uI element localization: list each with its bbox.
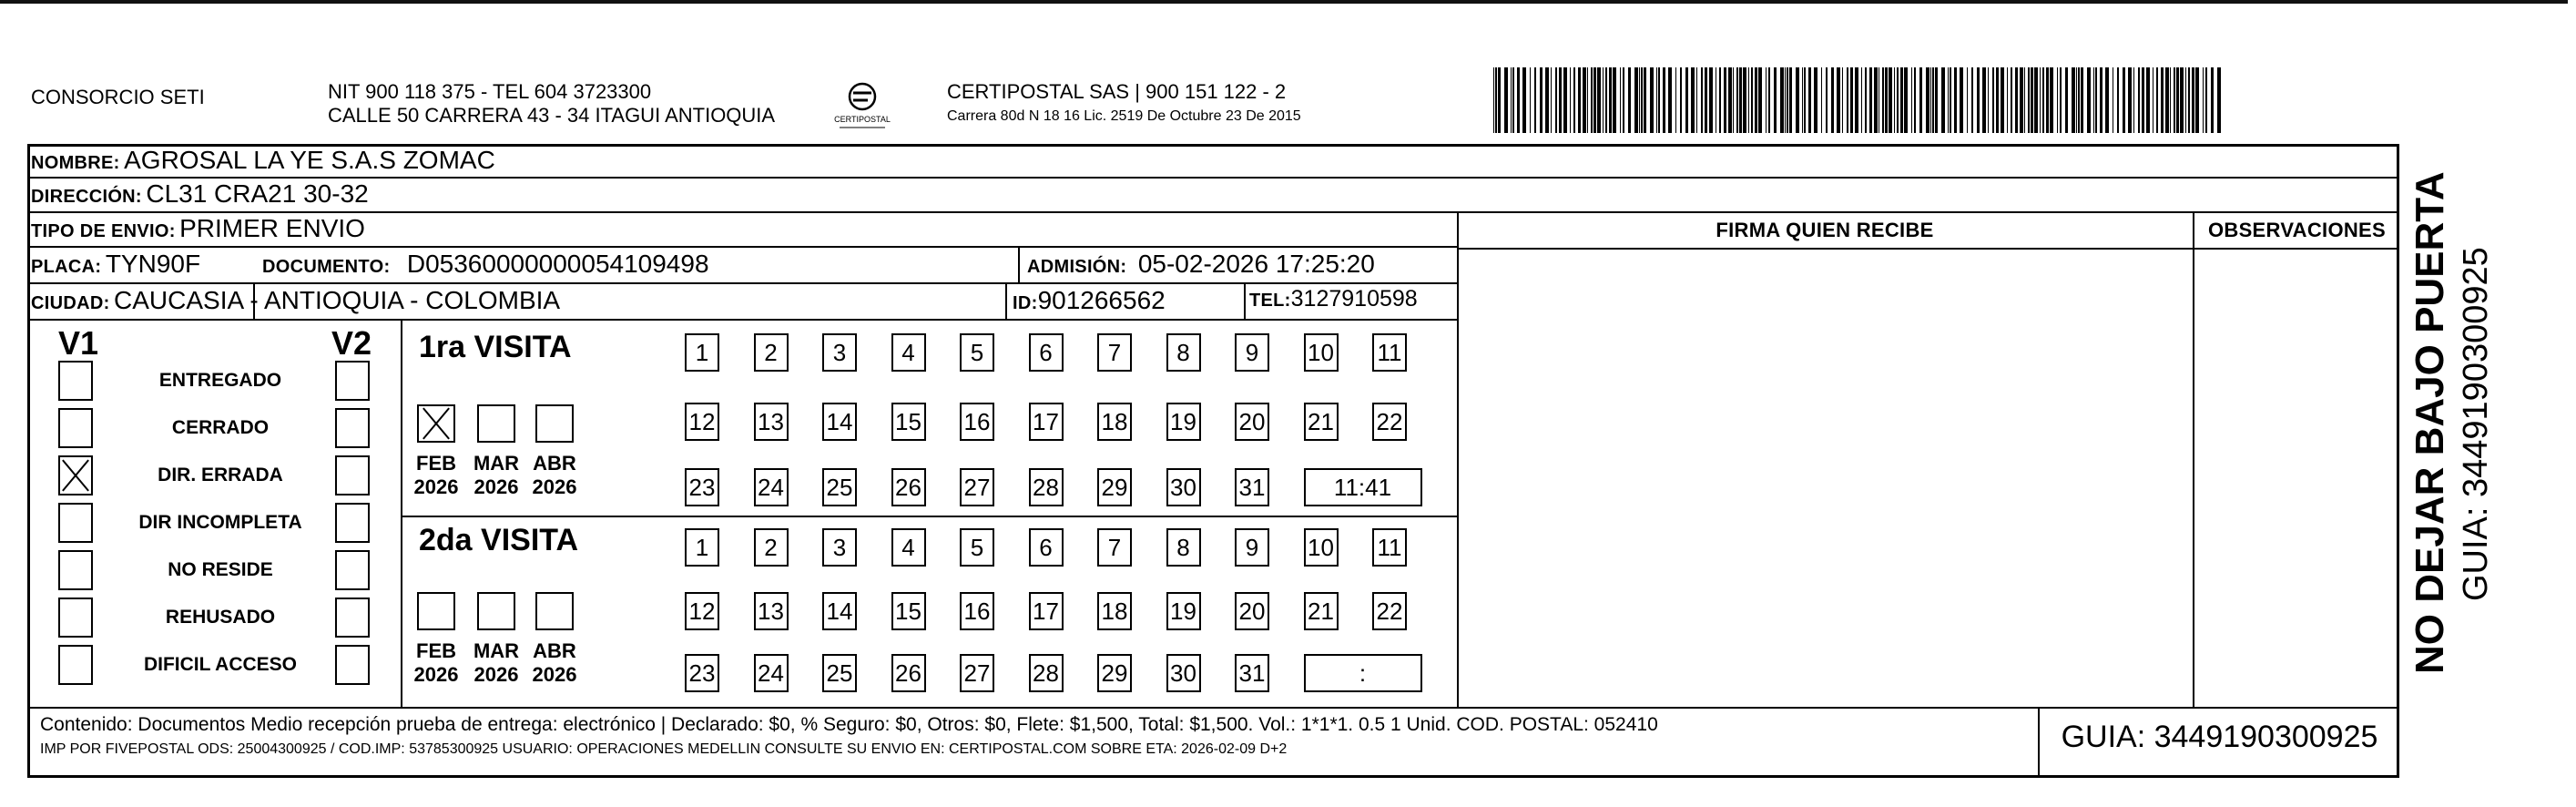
day-box[interactable]: 27 [960,654,994,692]
logo-text: CERTIPOSTAL [834,115,891,124]
day-box[interactable]: 11 [1372,528,1407,567]
day-box[interactable]: 9 [1235,333,1269,372]
footer-guia: GUIA: 3449190300925 [2061,720,2378,754]
v2-checkbox[interactable] [335,645,370,685]
day-box[interactable]: 27 [960,468,994,506]
placa-row [31,250,200,279]
time-box[interactable]: : [1304,654,1422,692]
day-box[interactable]: 13 [754,592,789,630]
nombre-row [31,146,495,175]
day-box[interactable]: 8 [1166,528,1201,567]
month-name: MAR [473,639,520,662]
v1-checkbox[interactable] [58,361,93,401]
month-name: MAR [473,452,520,475]
day-box[interactable]: 16 [960,592,994,630]
day-box[interactable]: 15 [891,592,926,630]
v2-checkbox[interactable] [335,503,370,543]
certipostal-logo [830,80,894,131]
month-name: ABR [533,452,576,475]
month-name: ABR [533,639,576,662]
v1-checkbox[interactable] [58,598,93,638]
observaciones-area[interactable] [2194,250,2398,705]
status-label: NO RESIDE [168,559,273,580]
month-label [404,452,468,499]
day-box[interactable]: 17 [1029,592,1064,630]
day-box[interactable]: 25 [822,654,857,692]
nombre-label: NOMBRE: [31,153,120,173]
direccion-value: CL31 CRA21 30-32 [146,179,369,208]
id-value: 901266562 [1037,286,1166,314]
day-box[interactable]: 2 [754,528,789,567]
month-year: 2026 [532,475,577,498]
v1-checkbox[interactable] [58,455,93,495]
time-box[interactable]: 11:41 [1304,468,1422,506]
month-checkbox[interactable] [477,592,515,630]
day-box[interactable]: 6 [1029,528,1064,567]
v2-label: V2 [331,324,372,362]
day-box[interactable]: 12 [685,592,719,630]
day-box[interactable]: 5 [960,528,994,567]
day-box[interactable]: 13 [754,403,789,441]
day-box[interactable]: 30 [1166,468,1201,506]
status-label: ENTREGADO [158,370,282,391]
day-box[interactable]: 2 [754,333,789,372]
admision-field [1027,250,1375,279]
status-label: DIR INCOMPLETA [138,512,302,533]
day-box[interactable]: 22 [1372,592,1407,630]
v2-checkbox[interactable] [335,408,370,448]
second-visit-title: 2da VISITA [419,523,579,557]
tel-label: TEL: [1249,291,1291,311]
month-name: FEB [416,452,456,475]
nit-line-2: CALLE 50 CARRERA 43 - 34 ITAGUI ANTIOQUIA [328,104,776,127]
month-checkbox[interactable] [535,404,574,443]
day-box[interactable]: 1 [685,333,719,372]
month-label [464,639,528,687]
status-label: CERRADO [171,417,270,438]
observaciones-header: OBSERVACIONES [2207,219,2386,241]
day-box[interactable]: 6 [1029,333,1064,372]
day-box[interactable]: 4 [891,333,926,372]
signature-area[interactable] [1459,250,2191,705]
month-checkbox[interactable] [477,404,515,443]
day-box[interactable]: 9 [1235,528,1269,567]
ciudad-label: CIUDAD: [31,293,110,313]
nombre-value: AGROSAL LA YE S.A.S ZOMAC [124,146,495,174]
tipo-label: TIPO DE ENVIO: [31,221,176,241]
day-box[interactable]: 14 [822,403,857,441]
barcode [1493,67,2222,133]
month-year: 2026 [532,663,577,686]
v2-checkbox[interactable] [335,550,370,590]
direccion-label: DIRECCIÓN: [31,187,142,207]
tipo-value: PRIMER ENVIO [179,214,365,242]
day-box[interactable]: 4 [891,528,926,567]
top-border [0,0,2568,4]
status-label: DIFICIL ACCESO [143,654,297,675]
day-box[interactable]: 10 [1304,333,1339,372]
day-box[interactable]: 19 [1166,592,1201,630]
day-box[interactable]: 28 [1029,654,1064,692]
v2-checkbox[interactable] [335,361,370,401]
day-box[interactable]: 21 [1304,592,1339,630]
admision-value: 05-02-2026 17:25:20 [1137,250,1375,278]
day-box[interactable]: 14 [822,592,857,630]
month-label [523,452,586,499]
side-guia: GUIA: 3449190300925 [2457,247,2495,601]
day-box[interactable]: 31 [1235,468,1269,506]
month-label [404,639,468,687]
day-box[interactable]: 10 [1304,528,1339,567]
month-name: FEB [416,639,456,662]
ciudad-value: CAUCASIA - ANTIOQUIA - COLOMBIA [114,286,561,314]
day-box[interactable]: 1 [685,528,719,567]
v1-checkbox[interactable] [58,503,93,543]
v2-checkbox[interactable] [335,455,370,495]
documento-label: DOCUMENTO: [262,257,391,277]
day-box[interactable]: 29 [1097,654,1132,692]
id-label: ID: [1013,293,1038,313]
day-box[interactable]: 16 [960,403,994,441]
id-field [1013,286,1166,315]
day-box[interactable]: 23 [685,468,719,506]
tel-field [1249,286,1418,312]
month-year: 2026 [413,663,459,686]
day-box[interactable]: 11 [1372,333,1407,372]
day-box[interactable]: 15 [891,403,926,441]
certipostal-line-1: CERTIPOSTAL SAS | 900 151 122 - 2 [947,80,1287,103]
month-year: 2026 [413,475,459,498]
v1-checkbox[interactable] [58,550,93,590]
month-year: 2026 [473,663,519,686]
day-box[interactable]: 24 [754,468,789,506]
day-box[interactable]: 28 [1029,468,1064,506]
day-box[interactable]: 31 [1235,654,1269,692]
day-box[interactable]: 17 [1029,403,1064,441]
month-label [464,452,528,499]
day-box[interactable]: 7 [1097,528,1132,567]
day-box[interactable]: 29 [1097,468,1132,506]
direccion-row [31,179,369,209]
day-box[interactable]: 20 [1235,592,1269,630]
month-label [523,639,586,687]
day-box[interactable]: 8 [1166,333,1201,372]
tipo-row [31,214,365,243]
day-box[interactable]: 5 [960,333,994,372]
day-box[interactable]: 3 [822,333,857,372]
day-box[interactable]: 21 [1304,403,1339,441]
day-box[interactable]: 12 [685,403,719,441]
documento-value: D05360000000054109498 [406,250,709,278]
month-year: 2026 [473,475,519,498]
company-name: CONSORCIO SETI [31,86,205,108]
no-dejar-warning: NO DEJAR BAJO PUERTA [2408,171,2452,674]
nit-line-1: NIT 900 118 375 - TEL 604 3723300 [328,80,652,103]
placa-value: TYN90F [105,250,201,278]
ciudad-row [31,286,560,315]
day-box[interactable]: 18 [1097,592,1132,630]
v1-checkbox[interactable] [58,645,93,685]
v1-checkbox[interactable] [58,408,93,448]
day-box[interactable]: 7 [1097,333,1132,372]
firma-header: FIRMA QUIEN RECIBE [1716,219,1934,241]
v1-label: V1 [58,324,99,362]
v2-checkbox[interactable] [335,598,370,638]
day-box[interactable]: 26 [891,468,926,506]
footer-imp: IMP POR FIVEPOSTAL ODS: 25004300925 / COD.IMP: 53785300925 USUARIO: OPERACIONES MEDELLIN CONSULTE SU ENVIO EN: CERTIPOSTAL.COM SOBRE ETA: 2026-02-09 D+2 [40,741,1288,757]
day-box[interactable]: 19 [1166,403,1201,441]
day-box[interactable]: 18 [1097,403,1132,441]
certipostal-line-2: Carrera 80d N 18 16 Lic. 2519 De Octubre 23 De 2015 [947,108,1301,124]
tel-value: 3127910598 [1290,286,1418,312]
day-box[interactable]: 20 [1235,403,1269,441]
month-checkbox[interactable] [535,592,574,630]
month-checkbox[interactable] [417,592,455,630]
documento-field [262,250,709,279]
status-label: REHUSADO [165,607,276,628]
placa-label: PLACA: [31,257,102,277]
month-checkbox[interactable] [417,404,455,443]
day-box[interactable]: 23 [685,654,719,692]
day-box[interactable]: 24 [754,654,789,692]
first-visit-title: 1ra VISITA [419,330,572,364]
day-box[interactable]: 26 [891,654,926,692]
day-box[interactable]: 3 [822,528,857,567]
day-box[interactable]: 30 [1166,654,1201,692]
day-box[interactable]: 22 [1372,403,1407,441]
status-label: DIR. ERRADA [158,465,283,485]
day-box[interactable]: 25 [822,468,857,506]
footer-content: Contenido: Documentos Medio recepción prueba de entrega: electrónico | Declarado: $0, % Seguro: $0, Otros: $0, Flete: $1,500, Total: $1,500. Vol.: 1*1*1. 0.5 1 Unid. COD. POSTAL: 052410 [40,714,1658,735]
admision-label: ADMISIÓN: [1027,257,1127,277]
